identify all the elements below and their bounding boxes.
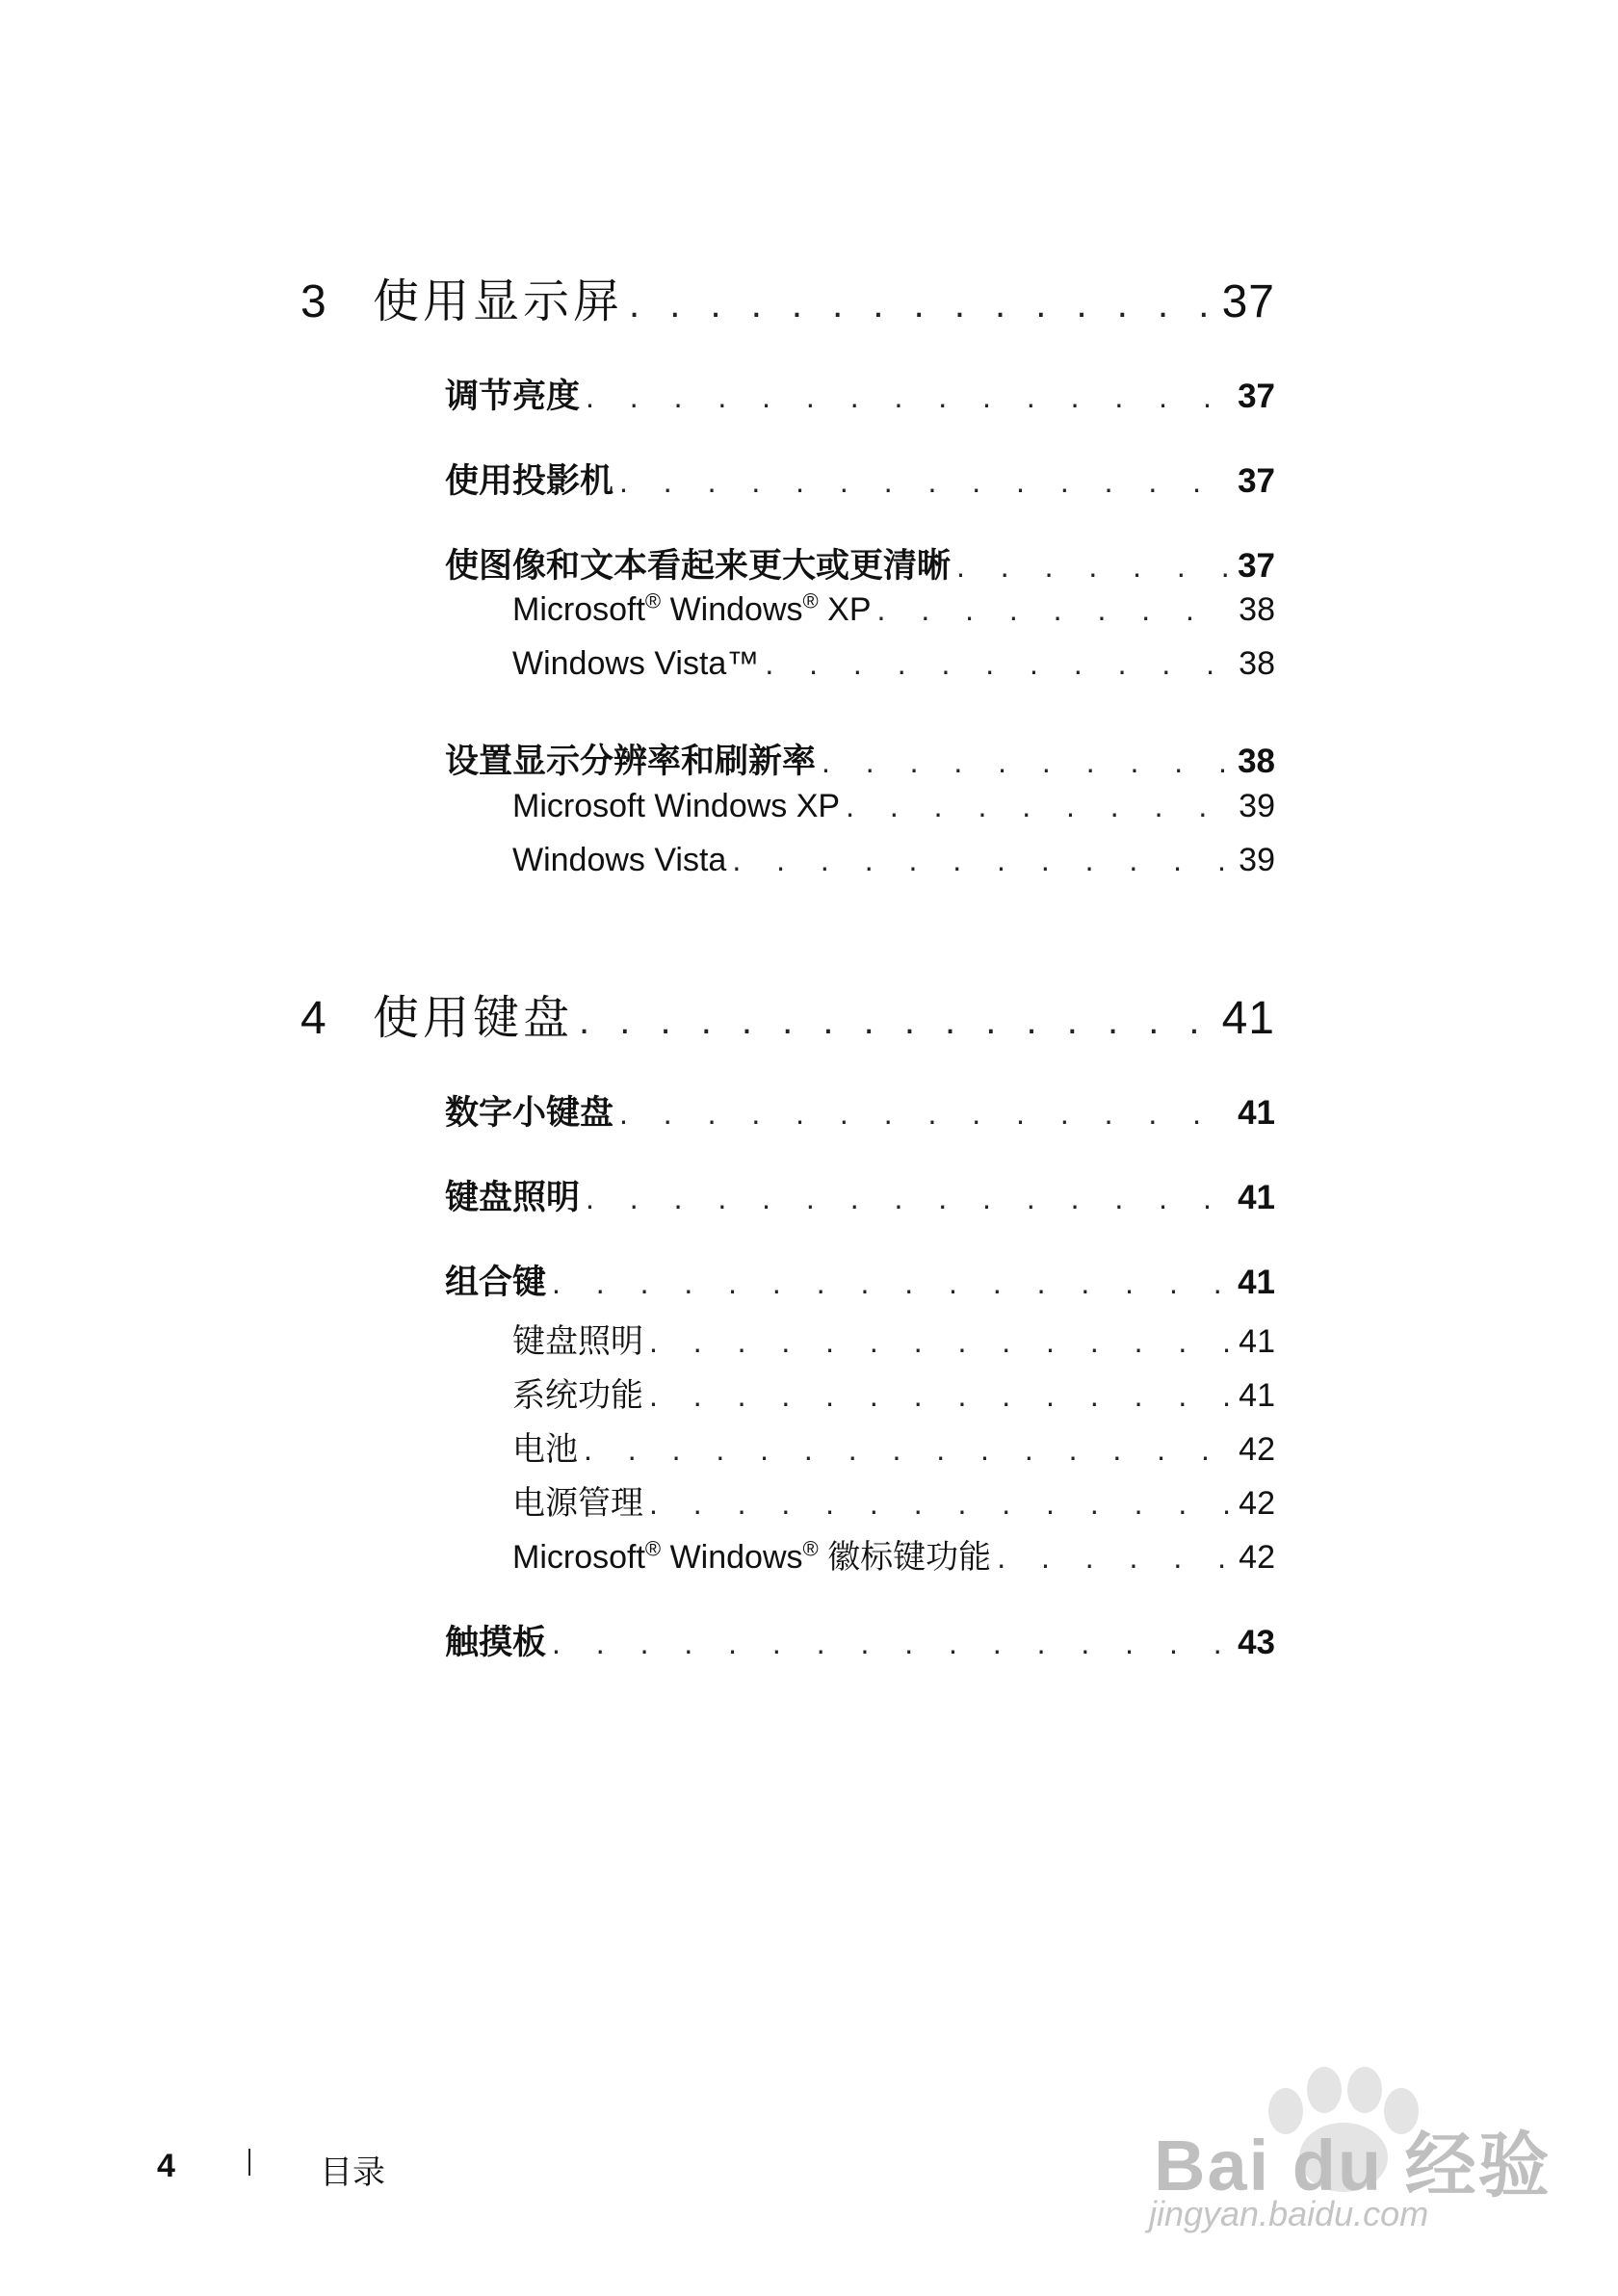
watermark-url: jingyan.baidu.com — [1149, 2194, 1429, 2233]
dot-leader — [649, 1378, 1231, 1414]
toc-subsection[interactable] — [512, 1476, 1275, 1524]
dot-leader — [586, 1181, 1231, 1216]
dot-leader — [822, 744, 1231, 780]
toc-section[interactable] — [445, 455, 1275, 503]
subsection-page: 42 — [1239, 1485, 1275, 1522]
footer-page-number: 4 — [157, 2148, 175, 2184]
dot-leader — [579, 1000, 1216, 1043]
subsection-title: Microsoft® Windows® 徽标键功能 — [512, 1536, 992, 1576]
subsection-page: 39 — [1239, 842, 1275, 878]
dot-leader — [552, 1626, 1231, 1661]
chapter-number: 4 — [300, 993, 330, 1044]
section-page: 43 — [1238, 1624, 1275, 1661]
toc-subsection[interactable] — [512, 1530, 1275, 1578]
section-title: 组合键 — [445, 1264, 547, 1301]
dot-leader — [765, 646, 1231, 682]
subsection-title: Microsoft Windows XP — [512, 788, 841, 824]
section-title: 键盘照明 — [445, 1179, 581, 1216]
section-page: 41 — [1238, 1179, 1275, 1216]
dot-leader — [586, 379, 1231, 415]
dot-leader — [649, 1486, 1231, 1522]
subsection-page: 39 — [1239, 788, 1275, 824]
toc-section[interactable] — [445, 1616, 1275, 1664]
dot-leader — [877, 592, 1231, 628]
toc-section[interactable] — [445, 539, 1275, 587]
dot-leader — [584, 1432, 1231, 1468]
section-title: 触摸板 — [445, 1624, 547, 1661]
subsection-title: Microsoft® Windows® XP — [512, 588, 872, 628]
subsection-title: 系统功能 — [512, 1377, 643, 1414]
dot-leader — [956, 549, 1231, 585]
section-page: 37 — [1238, 378, 1275, 415]
section-title: 数字小键盘 — [445, 1094, 614, 1132]
subsection-title: 电池 — [512, 1431, 578, 1468]
dot-leader — [619, 464, 1231, 500]
dot-leader — [629, 283, 1216, 326]
chapter-page: 41 — [1221, 993, 1275, 1044]
subsection-page: 38 — [1239, 591, 1275, 628]
subsection-page: 41 — [1239, 1323, 1275, 1360]
dot-leader — [619, 1096, 1231, 1132]
section-title: 调节亮度 — [445, 378, 581, 415]
subsection-page: 42 — [1239, 1539, 1275, 1576]
toc-section[interactable] — [445, 1086, 1275, 1135]
toc-chapter-3[interactable] — [300, 264, 1275, 330]
subsection-title: 键盘照明 — [512, 1323, 643, 1360]
section-page: 37 — [1238, 462, 1275, 500]
footer-section-title: 目录 — [320, 2154, 385, 2191]
dot-leader — [846, 789, 1231, 824]
toc-section[interactable] — [445, 1256, 1275, 1304]
toc-subsection[interactable] — [512, 788, 1275, 825]
toc-subsection[interactable] — [512, 842, 1275, 879]
section-page: 37 — [1238, 547, 1275, 585]
toc-chapter-4[interactable] — [300, 980, 1275, 1047]
dot-leader — [552, 1265, 1231, 1301]
chapter-page: 37 — [1221, 276, 1275, 327]
subsection-title: Windows Vista™ — [512, 645, 760, 682]
toc-section[interactable] — [445, 735, 1275, 783]
subsection-title: 电源管理 — [512, 1485, 643, 1522]
toc-subsection[interactable] — [512, 1369, 1275, 1416]
toc-section[interactable] — [445, 370, 1275, 418]
chapter-title: 使用显示屏 — [373, 276, 624, 327]
section-title: 设置显示分辨率和刷新率 — [445, 743, 817, 780]
subsection-page: 41 — [1239, 1377, 1275, 1414]
subsection-page: 42 — [1239, 1431, 1275, 1468]
toc-subsection[interactable] — [512, 588, 1275, 629]
chapter-title: 使用键盘 — [373, 993, 574, 1044]
toc-subsection[interactable] — [512, 645, 1275, 683]
footer-divider — [248, 2149, 250, 2176]
section-title: 使用投影机 — [445, 462, 614, 500]
section-page: 41 — [1238, 1094, 1275, 1132]
dot-leader — [649, 1324, 1231, 1360]
toc-subsection[interactable] — [512, 1315, 1275, 1362]
watermark-brand: Bai du 经验 — [1154, 2126, 1552, 2205]
dot-leader — [997, 1540, 1231, 1576]
section-page: 38 — [1238, 743, 1275, 780]
section-page: 41 — [1238, 1264, 1275, 1301]
section-title: 使图像和文本看起来更大或更清晰 — [445, 547, 952, 585]
dot-leader — [732, 843, 1231, 878]
toc-section[interactable] — [445, 1171, 1275, 1219]
subsection-page: 38 — [1239, 645, 1275, 682]
toc-subsection[interactable] — [512, 1422, 1275, 1470]
chapter-number: 3 — [300, 276, 330, 327]
subsection-title: Windows Vista — [512, 842, 727, 878]
